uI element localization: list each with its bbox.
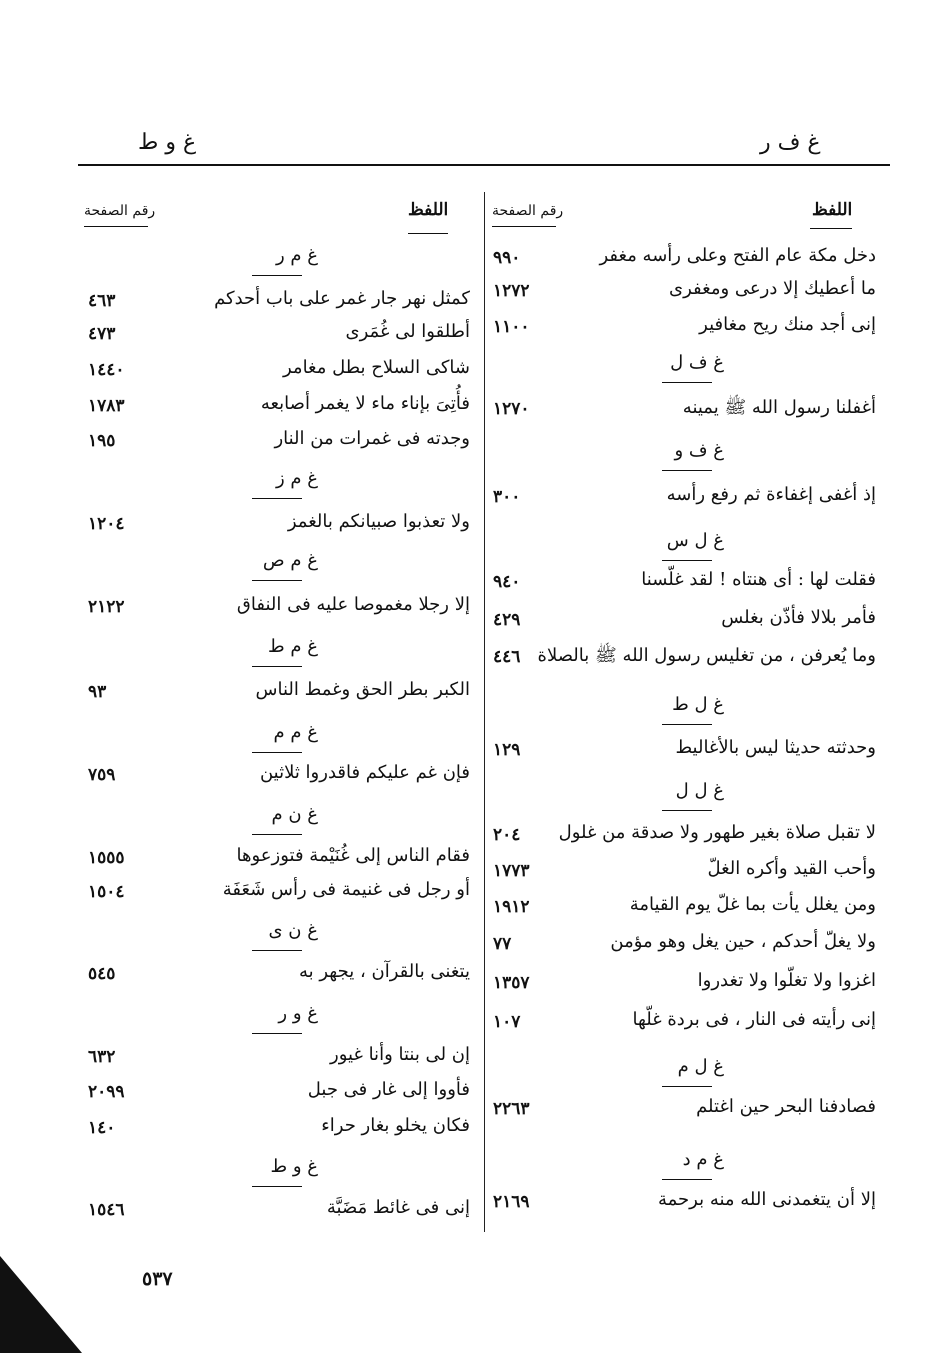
header-rule — [78, 164, 890, 166]
page-reference: ٤٧٣ — [88, 324, 116, 344]
page-reference: ٢٠٩٩ — [88, 1082, 125, 1102]
page-reference: ٥٤٥ — [88, 964, 116, 984]
root-heading: غ ل م — [677, 1056, 724, 1077]
page-reference: ١٢٧٠ — [493, 399, 530, 419]
page-reference: ٢٢٦٣ — [493, 1099, 530, 1119]
hadith-phrase: فأُتِىَ بإناء ماء لا يغمر أصابعه — [260, 393, 470, 414]
page-reference: ١٩١٢ — [493, 897, 530, 917]
left-column-page-heading-underline — [84, 226, 148, 227]
root-underline — [252, 580, 302, 581]
page-reference: ١٠٧ — [493, 1012, 521, 1032]
page-reference: ٩٤٠ — [493, 572, 521, 592]
page-header-left-root: غ و ط — [138, 130, 197, 155]
root-underline — [252, 275, 302, 276]
hadith-phrase: إذ أغفى إغفاءة ثم رفع رأسه — [666, 484, 876, 505]
hadith-phrase: اغزوا ولا تغلّوا ولا تغدروا — [697, 970, 876, 991]
page-reference: ٢١٢٢ — [88, 597, 125, 617]
hadith-phrase: الكبر بطر الحق وغمط الناس — [255, 679, 470, 700]
hadith-phrase: وجدته فى غمرات من النار — [274, 428, 470, 449]
right-column-word-heading: اللفظ — [812, 200, 853, 220]
root-underline — [252, 752, 302, 753]
root-heading: غ م ص — [262, 550, 318, 571]
root-heading: غ م ط — [268, 636, 318, 657]
root-underline — [662, 560, 712, 561]
hadith-phrase: إن لى بنتا وأنا غيور — [330, 1044, 470, 1065]
hadith-phrase: شاكى السلاح بطل مغامر — [283, 357, 470, 378]
root-heading: غ ف و — [674, 440, 724, 461]
hadith-phrase: فأووا إلى غار فى جبل — [307, 1079, 470, 1100]
page-reference: ٤٦٣ — [88, 291, 116, 311]
footer-page-number: ٥٣٧ — [142, 1268, 173, 1290]
page-reference: ١١٠٠ — [493, 317, 530, 337]
right-column-heading-underline — [810, 228, 852, 229]
root-underline — [662, 810, 712, 811]
hadith-phrase: ولا يغلّ أحدكم ، حين يغل وهو مؤمن — [610, 931, 876, 952]
hadith-phrase: ولا تعذبوا صبيانكم بالغمز — [287, 511, 470, 532]
hadith-phrase: فقام الناس إلى غُنَيْمة فتوزعوها — [236, 845, 470, 866]
root-heading: غ ل ل — [675, 780, 724, 801]
page-reference: ٢١٦٩ — [493, 1192, 530, 1212]
page-reference: ١٩٥ — [88, 431, 116, 451]
hadith-phrase: أو رجل فى غنيمة فى رأس شَعَفَة — [222, 879, 470, 900]
page-reference: ١٤٠ — [88, 1118, 116, 1138]
page-reference: ١٤٤٠ — [88, 360, 125, 380]
page-reference: ١٢٧٢ — [493, 281, 530, 301]
page-header-right-root: غ ف ر — [760, 130, 821, 155]
page-reference: ٣٠٠ — [493, 487, 521, 507]
page-reference: ١٣٥٧ — [493, 973, 530, 993]
page-reference: ١٧٧٣ — [493, 861, 530, 881]
root-heading: غ ل ط — [672, 694, 724, 715]
hadith-phrase: أغفلنا رسول الله ﷺ يمينه — [682, 397, 876, 418]
page-reference: ٩٣ — [88, 682, 107, 702]
page-reference: ٩٩٠ — [493, 248, 521, 268]
root-underline — [252, 666, 302, 667]
root-heading: غ م م — [273, 722, 318, 743]
root-underline — [662, 724, 712, 725]
root-underline — [252, 834, 302, 835]
root-heading: غ م د — [682, 1149, 724, 1170]
hadith-phrase: إنى أجد منك ريح مغافير — [699, 314, 876, 335]
right-column-page-heading: رقم الصفحة — [492, 203, 564, 219]
root-heading: غ ل س — [666, 530, 724, 551]
hadith-phrase: فإن غم عليكم فاقدروا ثلاثين — [259, 762, 470, 783]
root-heading: غ م ر — [275, 245, 318, 266]
page-reference: ١٥٥٥ — [88, 848, 125, 868]
root-underline — [252, 1033, 302, 1034]
root-underline — [662, 470, 712, 471]
right-column-page-heading-underline — [492, 226, 556, 227]
page-reference: ٤٤٦ — [493, 647, 521, 667]
corner-mark — [0, 1256, 82, 1353]
root-heading: غ ن م — [271, 804, 318, 825]
hadith-phrase: إنى فى غائط مَضَبَّة — [326, 1197, 470, 1218]
page-reference: ٢٠٤ — [493, 825, 521, 845]
hadith-phrase: وحدثته حديثا ليس بالأغاليط — [675, 737, 876, 758]
hadith-phrase: فكان يخلو بغار حراء — [321, 1115, 470, 1136]
page-reference: ١٥٠٤ — [88, 882, 125, 902]
hadith-phrase: إلا أن يتغمدنى الله منه برحمة — [657, 1189, 876, 1210]
hadith-phrase: أطلقوا لى غُمَرى — [345, 321, 470, 342]
page-reference: ٧٥٩ — [88, 765, 116, 785]
hadith-phrase: يتغنى بالقرآن ، يجهر به — [298, 961, 470, 982]
root-underline — [662, 1179, 712, 1180]
hadith-phrase: إنى رأيته فى النار ، فى بردة غلّها — [632, 1009, 876, 1030]
hadith-phrase: فأمر بلالا فأذّن بغلس — [721, 607, 876, 628]
root-underline — [252, 950, 302, 951]
page-reference: ١٥٤٦ — [88, 1200, 125, 1220]
root-underline — [252, 1186, 302, 1187]
root-underline — [662, 1086, 712, 1087]
hadith-phrase: وما يُعرفن ، من تغليس رسول الله ﷺ بالصلاة — [537, 645, 876, 666]
hadith-phrase: ما أعطيك إلا درعى ومغفرى — [669, 278, 876, 299]
page-reference: ١٢٩ — [493, 740, 521, 760]
column-divider — [484, 192, 485, 1232]
root-heading: غ ف ل — [670, 352, 724, 373]
hadith-phrase: ومن يغلل يأت بما غلّ يوم القيامة — [629, 894, 876, 915]
page-reference: ١٢٠٤ — [88, 514, 125, 534]
root-heading: غ ن ى — [268, 920, 318, 941]
hadith-phrase: وأحب القيد وأكره الغلّ — [707, 858, 876, 879]
hadith-phrase: لا تقبل صلاة بغير طهور ولا صدقة من غلول — [558, 822, 876, 843]
root-heading: غ و ر — [278, 1003, 318, 1024]
page-reference: ٧٧ — [493, 934, 512, 954]
left-column-heading-underline — [408, 233, 448, 234]
hadith-phrase: إلا رجلا مغموصا عليه فى النفاق — [236, 594, 470, 615]
root-underline — [252, 498, 302, 499]
page-reference: ٤٢٩ — [493, 610, 521, 630]
page-reference: ١٧٨٣ — [88, 396, 125, 416]
hadith-phrase: فصادفنا البحر حين اغتلم — [696, 1096, 876, 1117]
left-column-page-heading: رقم الصفحة — [84, 203, 156, 219]
page-reference: ٦٣٢ — [88, 1047, 116, 1067]
root-underline — [662, 382, 712, 383]
root-heading: غ و ط — [270, 1156, 318, 1177]
hadith-phrase: كمثل نهر جار غمر على باب أحدكم — [214, 288, 470, 309]
left-column-word-heading: اللفظ — [408, 200, 449, 220]
hadith-phrase: فقلت لها : أى هنتاه ! لقد غلّسنا — [641, 569, 876, 590]
root-heading: غ م ز — [275, 468, 318, 489]
hadith-phrase: دخل مكة عام الفتح وعلى رأسه مغفر — [599, 245, 876, 266]
